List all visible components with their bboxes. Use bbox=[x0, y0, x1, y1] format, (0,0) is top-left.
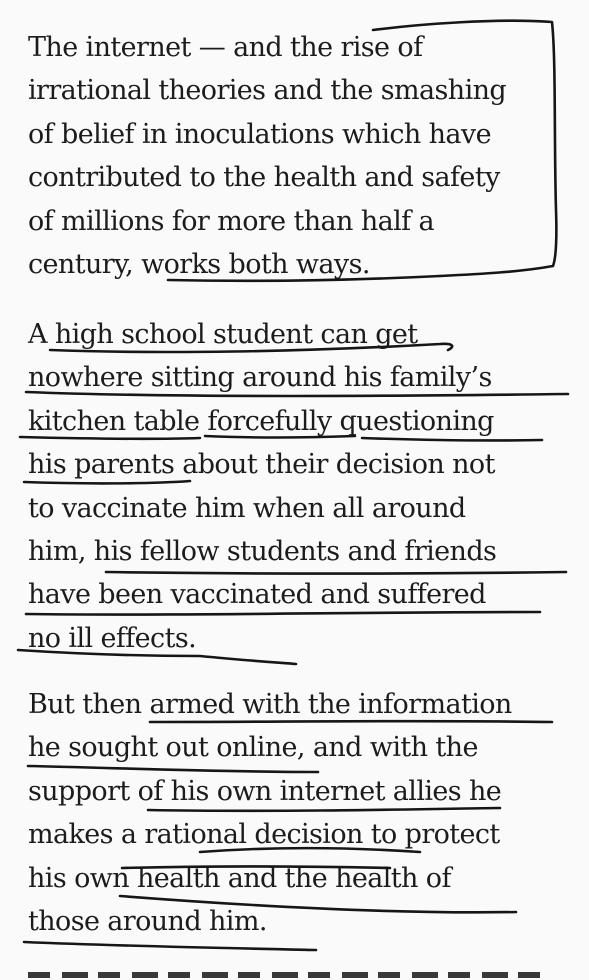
text-line: those around him. bbox=[28, 906, 267, 938]
text-line: The internet — and the rise of bbox=[28, 32, 423, 63]
text-line: makes a rational decision to protect bbox=[28, 819, 500, 851]
text-line: he sought out online, and with the bbox=[28, 732, 478, 764]
text-line: contributed to the health and safety bbox=[28, 162, 500, 194]
text-line: his own health and the health of bbox=[28, 862, 451, 894]
paragraph-2 bbox=[28, 313, 568, 660]
text-line: nowhere sitting around his family’s bbox=[28, 362, 492, 394]
paragraph-3 bbox=[28, 683, 568, 943]
text-line: to vaccinate him when all around bbox=[28, 492, 466, 524]
text-line: him, his fellow students and friends bbox=[28, 536, 497, 568]
text-line: his parents about their decision not bbox=[28, 449, 495, 481]
text-line: kitchen table forcefully questioning bbox=[28, 405, 494, 437]
text-line: irrational theories and the smashing bbox=[28, 75, 507, 107]
text-line: have been vaccinated and suffered bbox=[28, 579, 486, 611]
text-line: no ill effects. bbox=[28, 622, 197, 654]
text-line: of millions for more than half a bbox=[28, 205, 435, 237]
text-line: A high school student can get bbox=[28, 319, 418, 350]
text-line: support of his own internet allies he bbox=[28, 775, 502, 807]
text-line: of belief in inoculations which have bbox=[28, 118, 491, 150]
paragraph-1 bbox=[28, 26, 568, 286]
text-line: century, works both ways. bbox=[28, 249, 370, 281]
text-line: But then armed with the information bbox=[28, 689, 512, 720]
